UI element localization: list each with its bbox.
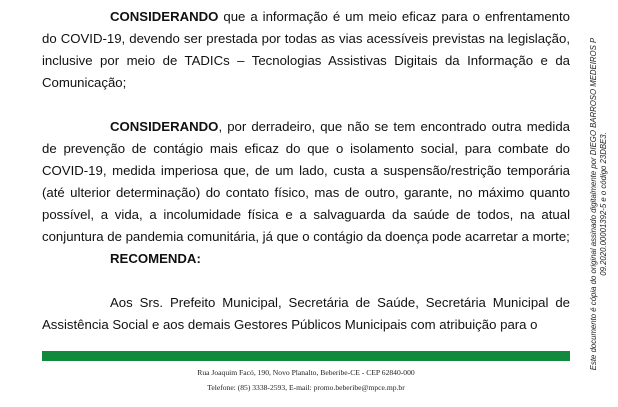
recomenda-heading: RECOMENDA: bbox=[110, 251, 201, 266]
paragraph-text-2: , por derradeiro, que não se tem encontrado outra medida de prevenção de contágio mais eficaz do que o isolamento social, para combate do COVID-19, medida imperiosa que, de um lado, custa a suspensão/restrição temporária (até ulterior determinação) do contato físico, mas de outro, garante, no máximo quanto possível, a vida, a incolumidade física e a salvaguarda da saúde de todos, na atual conjuntura de pandemia comunitária, já que o contágio da doença pode acarretar a morte; bbox=[42, 119, 570, 244]
footer-green-band bbox=[42, 351, 570, 361]
footer-address: Rua Joaquim Facó, 190, Novo Planalto, Beberibe-CE - CEP 62840-000 bbox=[197, 368, 415, 377]
considerando-lead-2: CONSIDERANDO bbox=[110, 119, 219, 134]
considerando-lead-1: CONSIDERANDO bbox=[110, 9, 219, 24]
signature-note-line-2: 09.2020.00001392-5 e o código 23DBE3. bbox=[599, 132, 608, 276]
paragraph-text-1: que a informação é um meio eficaz para o enfrentamento do COVID-19, devendo ser prestada por todas as vias acessíveis previstas na legislação, inclusive por meio de TADICs – Tecnologias Assistivas Digitais da Informação e da Comunicação; bbox=[42, 9, 570, 90]
paragraph-considerando-1 bbox=[42, 6, 570, 94]
digital-signature-note bbox=[580, 0, 618, 407]
paragraph-considerando-2 bbox=[42, 116, 570, 248]
footer-contact: Telefone: (85) 3338-2593, E-mail: promo.beberibe@mpce.mp.br bbox=[207, 383, 405, 392]
paragraph-recomendacao: Aos Srs. Prefeito Municipal, Secretária de Saúde, Secretária Municipal de Assistência Social e aos demais Gestores Públicos Municipais com atribuição para o bbox=[42, 295, 570, 332]
signature-note-line-1: Este documento é cópia do original assinado digitalmente por DIEGO BARROSO MEDEIROS P bbox=[589, 37, 598, 371]
